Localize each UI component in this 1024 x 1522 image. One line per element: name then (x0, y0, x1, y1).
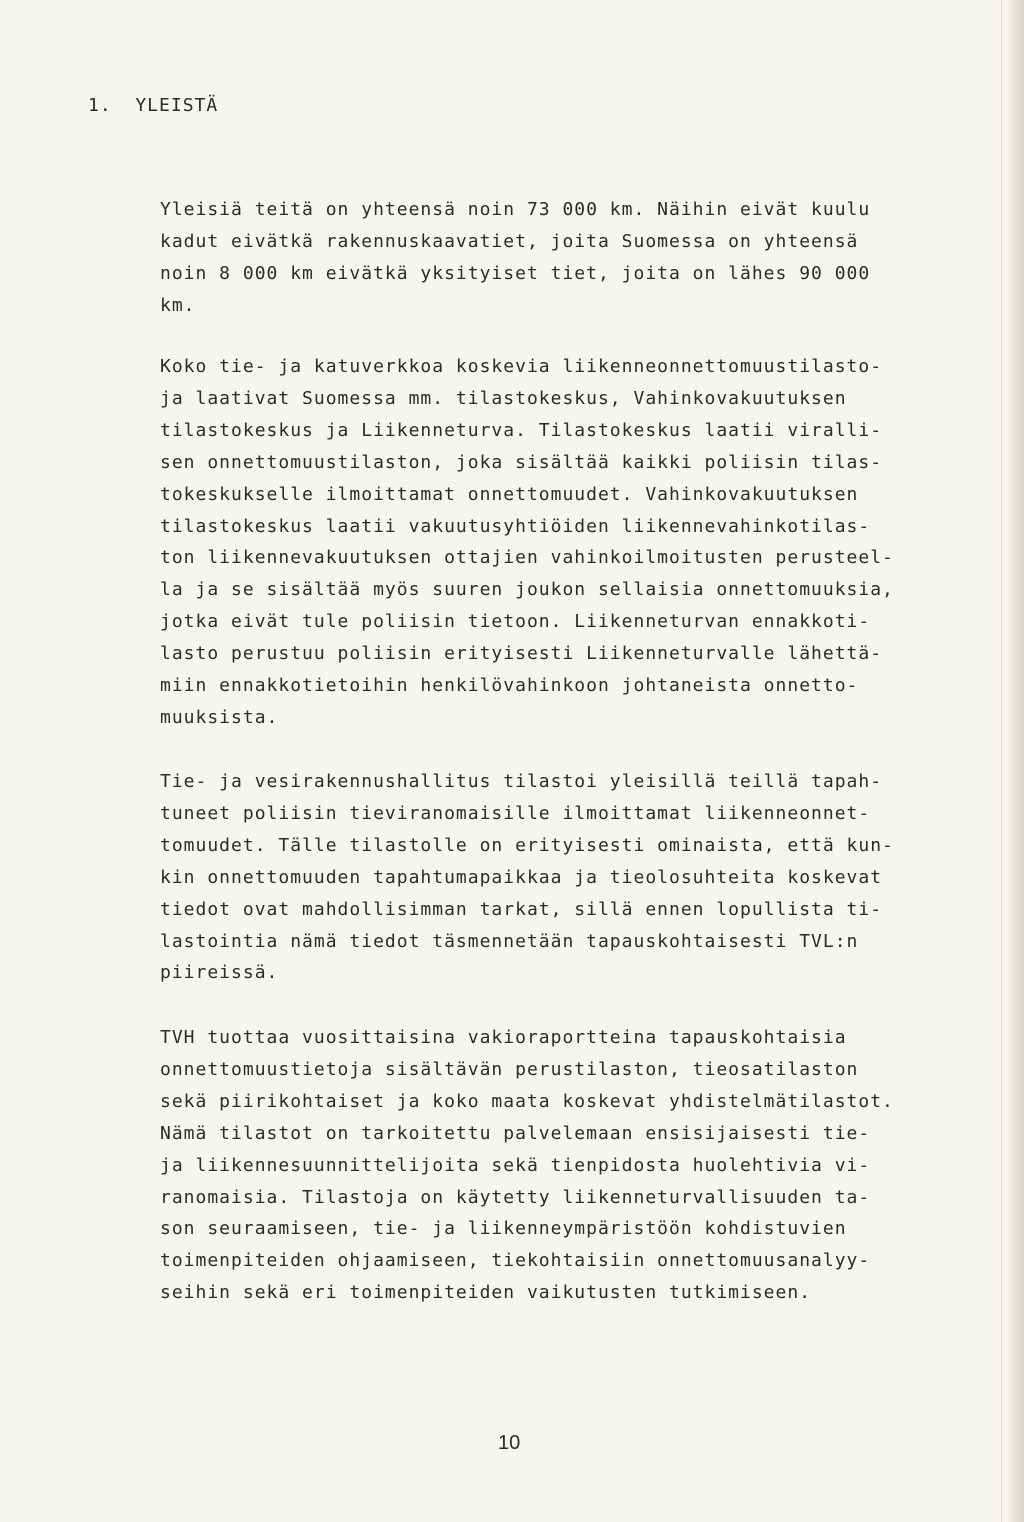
text-line: ranomaisia. Tilastoja on käytetty liikenneturvallisuuden ta- (160, 1186, 871, 1208)
paragraph-road-network (160, 194, 870, 322)
paragraph-tvh-statistics (160, 766, 894, 989)
text-line: Tie- ja vesirakennushallitus tilastoi yleisillä teillä tapah- (160, 771, 883, 792)
paragraph-statistics-producers (160, 351, 894, 734)
text-line: toimenpiteiden ohjaamiseen, tiekohtaisiin onnettomuusanalyy- (160, 1250, 871, 1272)
text-line: tiedot ovat mahdollisimman tarkat, sillä ennen lopullista ti- (160, 898, 883, 920)
text-line: onnettomuustietoja sisältävän perustilaston, tieosatilaston (160, 1058, 859, 1080)
page-edge (1006, 0, 1024, 1522)
text-line: tuneet poliisin tieviranomaisille ilmoittamat liikenneonnet- (160, 802, 871, 824)
text-line: tokeskukselle ilmoittamat onnettomuudet. Vahinkovakuutuksen (160, 483, 859, 505)
text-line: lasto perustuu poliisin erityisesti Liikenneturvalle lähettä- (160, 643, 883, 665)
text-line: Koko tie- ja katuverkkoa koskevia liikenneonnettomuustilasto- (160, 356, 883, 377)
text-line: lastointia nämä tiedot täsmennetään tapauskohtaisesti TVL:n (160, 930, 859, 952)
section-heading: 1. YLEISTÄ (88, 95, 219, 116)
text-line: sen onnettomuustilaston, joka sisältää kaikki poliisin tilas- (160, 451, 883, 473)
text-line: kadut eivätkä rakennuskaavatiet, joita Suomessa on yhteensä (160, 230, 859, 252)
text-line: piireissä. (160, 962, 279, 984)
text-line: kin onnettomuuden tapahtumapaikkaa ja tieolosuhteita koskevat (160, 866, 883, 888)
text-line: tilastokeskus laatii vakuutusyhtiöiden liikennevahinkotilas- (160, 515, 871, 537)
text-line: sekä piirikohtaiset ja koko maata koskevat yhdistelmätilastot. (160, 1090, 894, 1112)
paragraph-tvh-reports (160, 1022, 894, 1309)
text-line: noin 8 000 km eivätkä yksityiset tiet, joita on lähes 90 000 (160, 262, 871, 284)
page-edge-shadow (1001, 0, 1002, 1522)
text-line: jotka eivät tule poliisin tietoon. Liikenneturvan ennakkoti- (160, 611, 871, 633)
page-number: 10 (498, 1432, 521, 1454)
text-line: km. (160, 294, 196, 316)
text-line: Yleisiä teitä on yhteensä noin 73 000 km. Näihin eivät kuulu (160, 199, 871, 220)
text-line: la ja se sisältää myös suuren joukon sellaisia onnettomuuksia, (160, 579, 894, 601)
text-line: ja liikennesuunnittelijoita sekä tienpidosta huolehtivia vi- (160, 1154, 871, 1176)
text-line: Nämä tilastot on tarkoitettu palvelemaan ensisijaisesti tie- (160, 1122, 871, 1144)
text-line: ton liikennevakuutuksen ottajien vahinkoilmoitusten perusteel- (160, 547, 894, 569)
text-line: seihin sekä eri toimenpiteiden vaikutusten tutkimiseen. (160, 1282, 812, 1304)
text-line: tomuudet. Tälle tilastolle on erityisesti ominaista, että kun- (160, 834, 894, 856)
text-line: TVH tuottaa vuosittaisina vakioraportteina tapauskohtaisia (160, 1027, 847, 1048)
text-line: miin ennakkotietoihin henkilövahinkoon johtaneista onnetto- (160, 675, 859, 697)
text-line: muuksista. (160, 706, 279, 728)
text-line: tilastokeskus ja Liikenneturva. Tilastokeskus laatii viralli- (160, 419, 883, 441)
text-line: son seuraamiseen, tie- ja liikenneympäristöön kohdistuvien (160, 1218, 847, 1240)
text-line: ja laativat Suomessa mm. tilastokeskus, Vahinkovakuutuksen (160, 387, 847, 409)
